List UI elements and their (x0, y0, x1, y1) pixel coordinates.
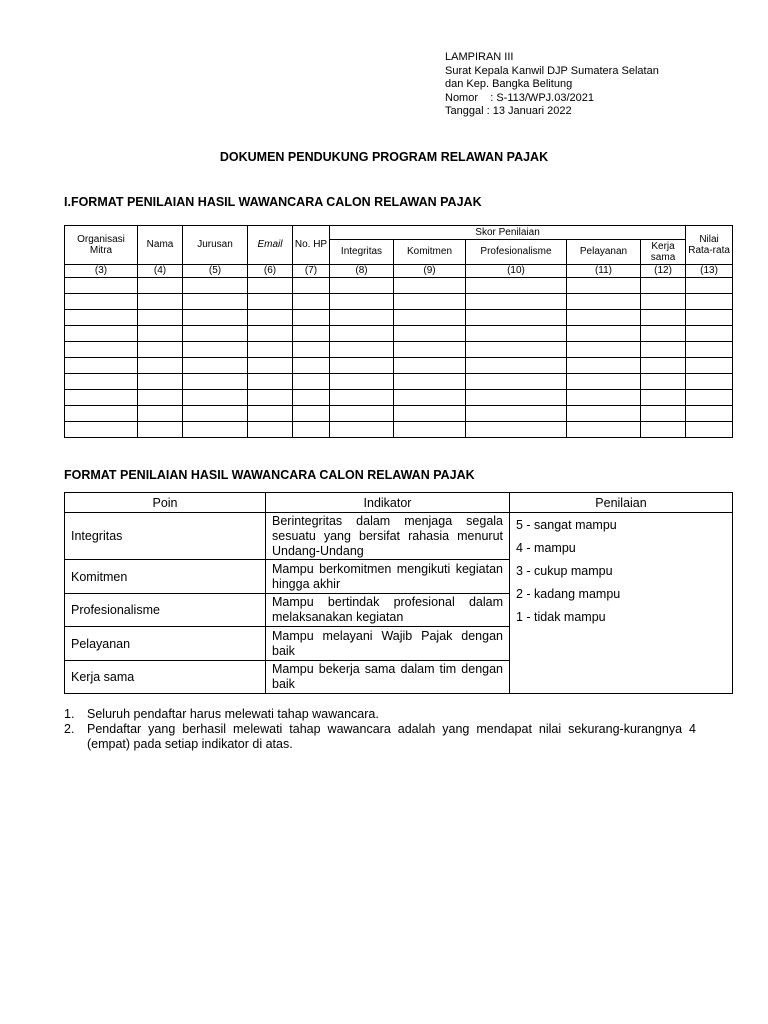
empty-cell (394, 310, 466, 326)
empty-cell (65, 358, 138, 374)
empty-cell (686, 326, 733, 342)
note-number: 1. (64, 707, 75, 721)
empty-cell (567, 278, 641, 294)
empty-cell (641, 278, 686, 294)
penilaian-scale (510, 513, 733, 694)
col-header-komitmen: Komitmen (394, 240, 466, 265)
empty-cell (641, 422, 686, 438)
empty-cell (686, 358, 733, 374)
column-number: (5) (183, 265, 248, 278)
column-number: (13) (686, 265, 733, 278)
empty-cell (686, 278, 733, 294)
lampiran-line: Nomor : S-113/WPJ.03/2021 (445, 91, 594, 104)
table-row (65, 278, 733, 294)
table-row (65, 358, 733, 374)
empty-cell (330, 326, 394, 342)
lampiran-line: LAMPIRAN III (445, 51, 514, 63)
empty-cell (641, 326, 686, 342)
empty-cell (466, 374, 567, 390)
empty-cell (394, 422, 466, 438)
table-row (65, 294, 733, 310)
column-number: (9) (394, 265, 466, 278)
empty-cell (248, 358, 293, 374)
empty-cell (248, 374, 293, 390)
indikator-cell: Berintegritas dalam menjaga segala sesuatu yang bersifat rahasia menurut Undang-Undang (266, 513, 510, 560)
table-row (65, 374, 733, 390)
empty-cell (641, 358, 686, 374)
empty-cell (466, 310, 567, 326)
lampiran-line: Tanggal : 13 Januari 2022 (445, 105, 572, 117)
empty-cell (293, 390, 330, 406)
empty-cell (567, 310, 641, 326)
empty-cell (567, 390, 641, 406)
blank-rows (65, 278, 733, 438)
empty-cell (248, 422, 293, 438)
empty-cell (686, 406, 733, 422)
empty-cell (686, 390, 733, 406)
empty-cell (183, 278, 248, 294)
col-header-organisasi: Organisasi Mitra (65, 226, 138, 265)
empty-cell (65, 422, 138, 438)
empty-cell (293, 310, 330, 326)
notes-list (64, 707, 696, 752)
col-header-pelayanan: Pelayanan (567, 240, 641, 265)
empty-cell (138, 278, 183, 294)
empty-cell (65, 342, 138, 358)
empty-cell (138, 294, 183, 310)
empty-cell (293, 358, 330, 374)
empty-cell (394, 390, 466, 406)
table-row (65, 310, 733, 326)
empty-cell (330, 390, 394, 406)
table-row (65, 406, 733, 422)
empty-cell (183, 390, 248, 406)
empty-cell (248, 342, 293, 358)
empty-cell (248, 406, 293, 422)
header-poin: Poin (65, 493, 266, 513)
empty-cell (138, 310, 183, 326)
empty-cell (138, 342, 183, 358)
col-header-nama: Nama (138, 226, 183, 265)
empty-cell (466, 406, 567, 422)
empty-cell (686, 342, 733, 358)
empty-cell (183, 406, 248, 422)
empty-cell (641, 374, 686, 390)
empty-cell (567, 342, 641, 358)
empty-cell (183, 310, 248, 326)
lampiran-header (445, 51, 659, 119)
empty-cell (183, 294, 248, 310)
empty-cell (466, 294, 567, 310)
empty-cell (183, 374, 248, 390)
table-row (65, 513, 733, 560)
empty-cell (293, 278, 330, 294)
table-row (65, 390, 733, 406)
empty-cell (183, 342, 248, 358)
empty-cell (686, 310, 733, 326)
lampiran-line: dan Kep. Bangka Belitung (445, 78, 573, 90)
empty-cell (686, 422, 733, 438)
column-number: (3) (65, 265, 138, 278)
empty-cell (567, 294, 641, 310)
empty-cell (567, 422, 641, 438)
column-number: (11) (567, 265, 641, 278)
column-number: (7) (293, 265, 330, 278)
empty-cell (293, 422, 330, 438)
empty-cell (248, 310, 293, 326)
empty-cell (183, 358, 248, 374)
empty-cell (394, 358, 466, 374)
empty-cell (394, 406, 466, 422)
empty-cell (567, 326, 641, 342)
empty-cell (248, 390, 293, 406)
empty-cell (293, 342, 330, 358)
empty-cell (65, 278, 138, 294)
col-header-skor-penilaian: Skor Penilaian (330, 226, 686, 240)
empty-cell (248, 294, 293, 310)
section1-title: I.FORMAT PENILAIAN HASIL WAWANCARA CALON RELAWAN PAJAK (64, 195, 482, 209)
table-row (65, 422, 733, 438)
section2-title: FORMAT PENILAIAN HASIL WAWANCARA CALON RELAWAN PAJAK (64, 468, 475, 482)
indikator-cell: Mampu bertindak profesional dalam melaksanakan kegiatan (266, 594, 510, 627)
interview-score-table (64, 225, 733, 438)
empty-cell (138, 422, 183, 438)
empty-cell (293, 294, 330, 310)
empty-cell (466, 358, 567, 374)
empty-cell (65, 390, 138, 406)
poin-cell: Pelayanan (65, 627, 266, 661)
table-row (65, 342, 733, 358)
column-number: (12) (641, 265, 686, 278)
col-header-profesionalisme: Profesionalisme (466, 240, 567, 265)
column-number: (4) (138, 265, 183, 278)
empty-cell (641, 342, 686, 358)
col-header-nohp: No. HP (293, 226, 330, 265)
header-indikator: Indikator (266, 493, 510, 513)
empty-cell (330, 374, 394, 390)
scale-item: 3 - cukup mampu (516, 564, 613, 578)
scale-item: 2 - kadang mampu (516, 587, 621, 601)
empty-cell (466, 326, 567, 342)
indikator-cell: Mampu berkomitmen mengikuti kegiatan hingga akhir (266, 560, 510, 594)
note-text: Seluruh pendaftar harus melewati tahap wawancara. (87, 707, 379, 721)
empty-cell (138, 326, 183, 342)
lampiran-line: Surat Kepala Kanwil DJP Sumatera Selatan (445, 64, 659, 77)
empty-cell (567, 406, 641, 422)
empty-cell (293, 326, 330, 342)
indikator-cell: Mampu bekerja sama dalam tim dengan baik (266, 661, 510, 694)
empty-cell (466, 342, 567, 358)
empty-cell (293, 374, 330, 390)
scale-item: 4 - mampu (516, 541, 576, 555)
poin-cell: Komitmen (65, 560, 266, 594)
empty-cell (567, 374, 641, 390)
empty-cell (641, 406, 686, 422)
col-header-nilai: Nilai Rata-rata (686, 226, 733, 265)
empty-cell (293, 406, 330, 422)
poin-cell: Kerja sama (65, 661, 266, 694)
empty-cell (248, 326, 293, 342)
empty-cell (138, 358, 183, 374)
empty-cell (330, 310, 394, 326)
empty-cell (394, 278, 466, 294)
col-header-integritas: Integritas (330, 240, 394, 265)
empty-cell (394, 342, 466, 358)
empty-cell (65, 374, 138, 390)
col-header-email: Email (248, 226, 293, 265)
indikator-cell: Mampu melayani Wajib Pajak dengan baik (266, 627, 510, 661)
scale-item: 5 - sangat mampu (516, 518, 617, 532)
col-header-kerjasama: Kerja sama (641, 240, 686, 265)
empty-cell (65, 406, 138, 422)
empty-cell (394, 326, 466, 342)
col-header-jurusan: Jurusan (183, 226, 248, 265)
empty-cell (330, 294, 394, 310)
empty-cell (686, 294, 733, 310)
empty-cell (466, 278, 567, 294)
column-number: (8) (330, 265, 394, 278)
empty-cell (248, 278, 293, 294)
empty-cell (330, 358, 394, 374)
note-number: 2. (64, 722, 75, 736)
poin-cell: Profesionalisme (65, 594, 266, 627)
empty-cell (183, 326, 248, 342)
header-penilaian: Penilaian (510, 493, 733, 513)
empty-cell (394, 374, 466, 390)
empty-cell (394, 294, 466, 310)
empty-cell (686, 374, 733, 390)
column-number: (10) (466, 265, 567, 278)
document-title: DOKUMEN PENDUKUNG PROGRAM RELAWAN PAJAK (219, 150, 549, 164)
empty-cell (138, 406, 183, 422)
note-item (64, 707, 696, 722)
empty-cell (65, 294, 138, 310)
empty-cell (330, 342, 394, 358)
column-number-row (65, 265, 733, 278)
empty-cell (641, 390, 686, 406)
empty-cell (641, 294, 686, 310)
scale-item: 1 - tidak mampu (516, 610, 606, 624)
empty-cell (65, 310, 138, 326)
empty-cell (138, 390, 183, 406)
note-text: Pendaftar yang berhasil melewati tahap wawancara adalah yang mendapat nilai sekurang-kurangnya 4 (empat) pada setiap indikator di atas. (87, 722, 696, 751)
empty-cell (330, 422, 394, 438)
table-row (65, 326, 733, 342)
empty-cell (567, 358, 641, 374)
empty-cell (466, 422, 567, 438)
column-number: (6) (248, 265, 293, 278)
empty-cell (330, 278, 394, 294)
empty-cell (138, 374, 183, 390)
indicator-table (64, 492, 733, 694)
empty-cell (65, 326, 138, 342)
empty-cell (330, 406, 394, 422)
empty-cell (641, 310, 686, 326)
empty-cell (183, 422, 248, 438)
note-item (64, 722, 696, 752)
poin-cell: Integritas (65, 513, 266, 560)
empty-cell (466, 390, 567, 406)
